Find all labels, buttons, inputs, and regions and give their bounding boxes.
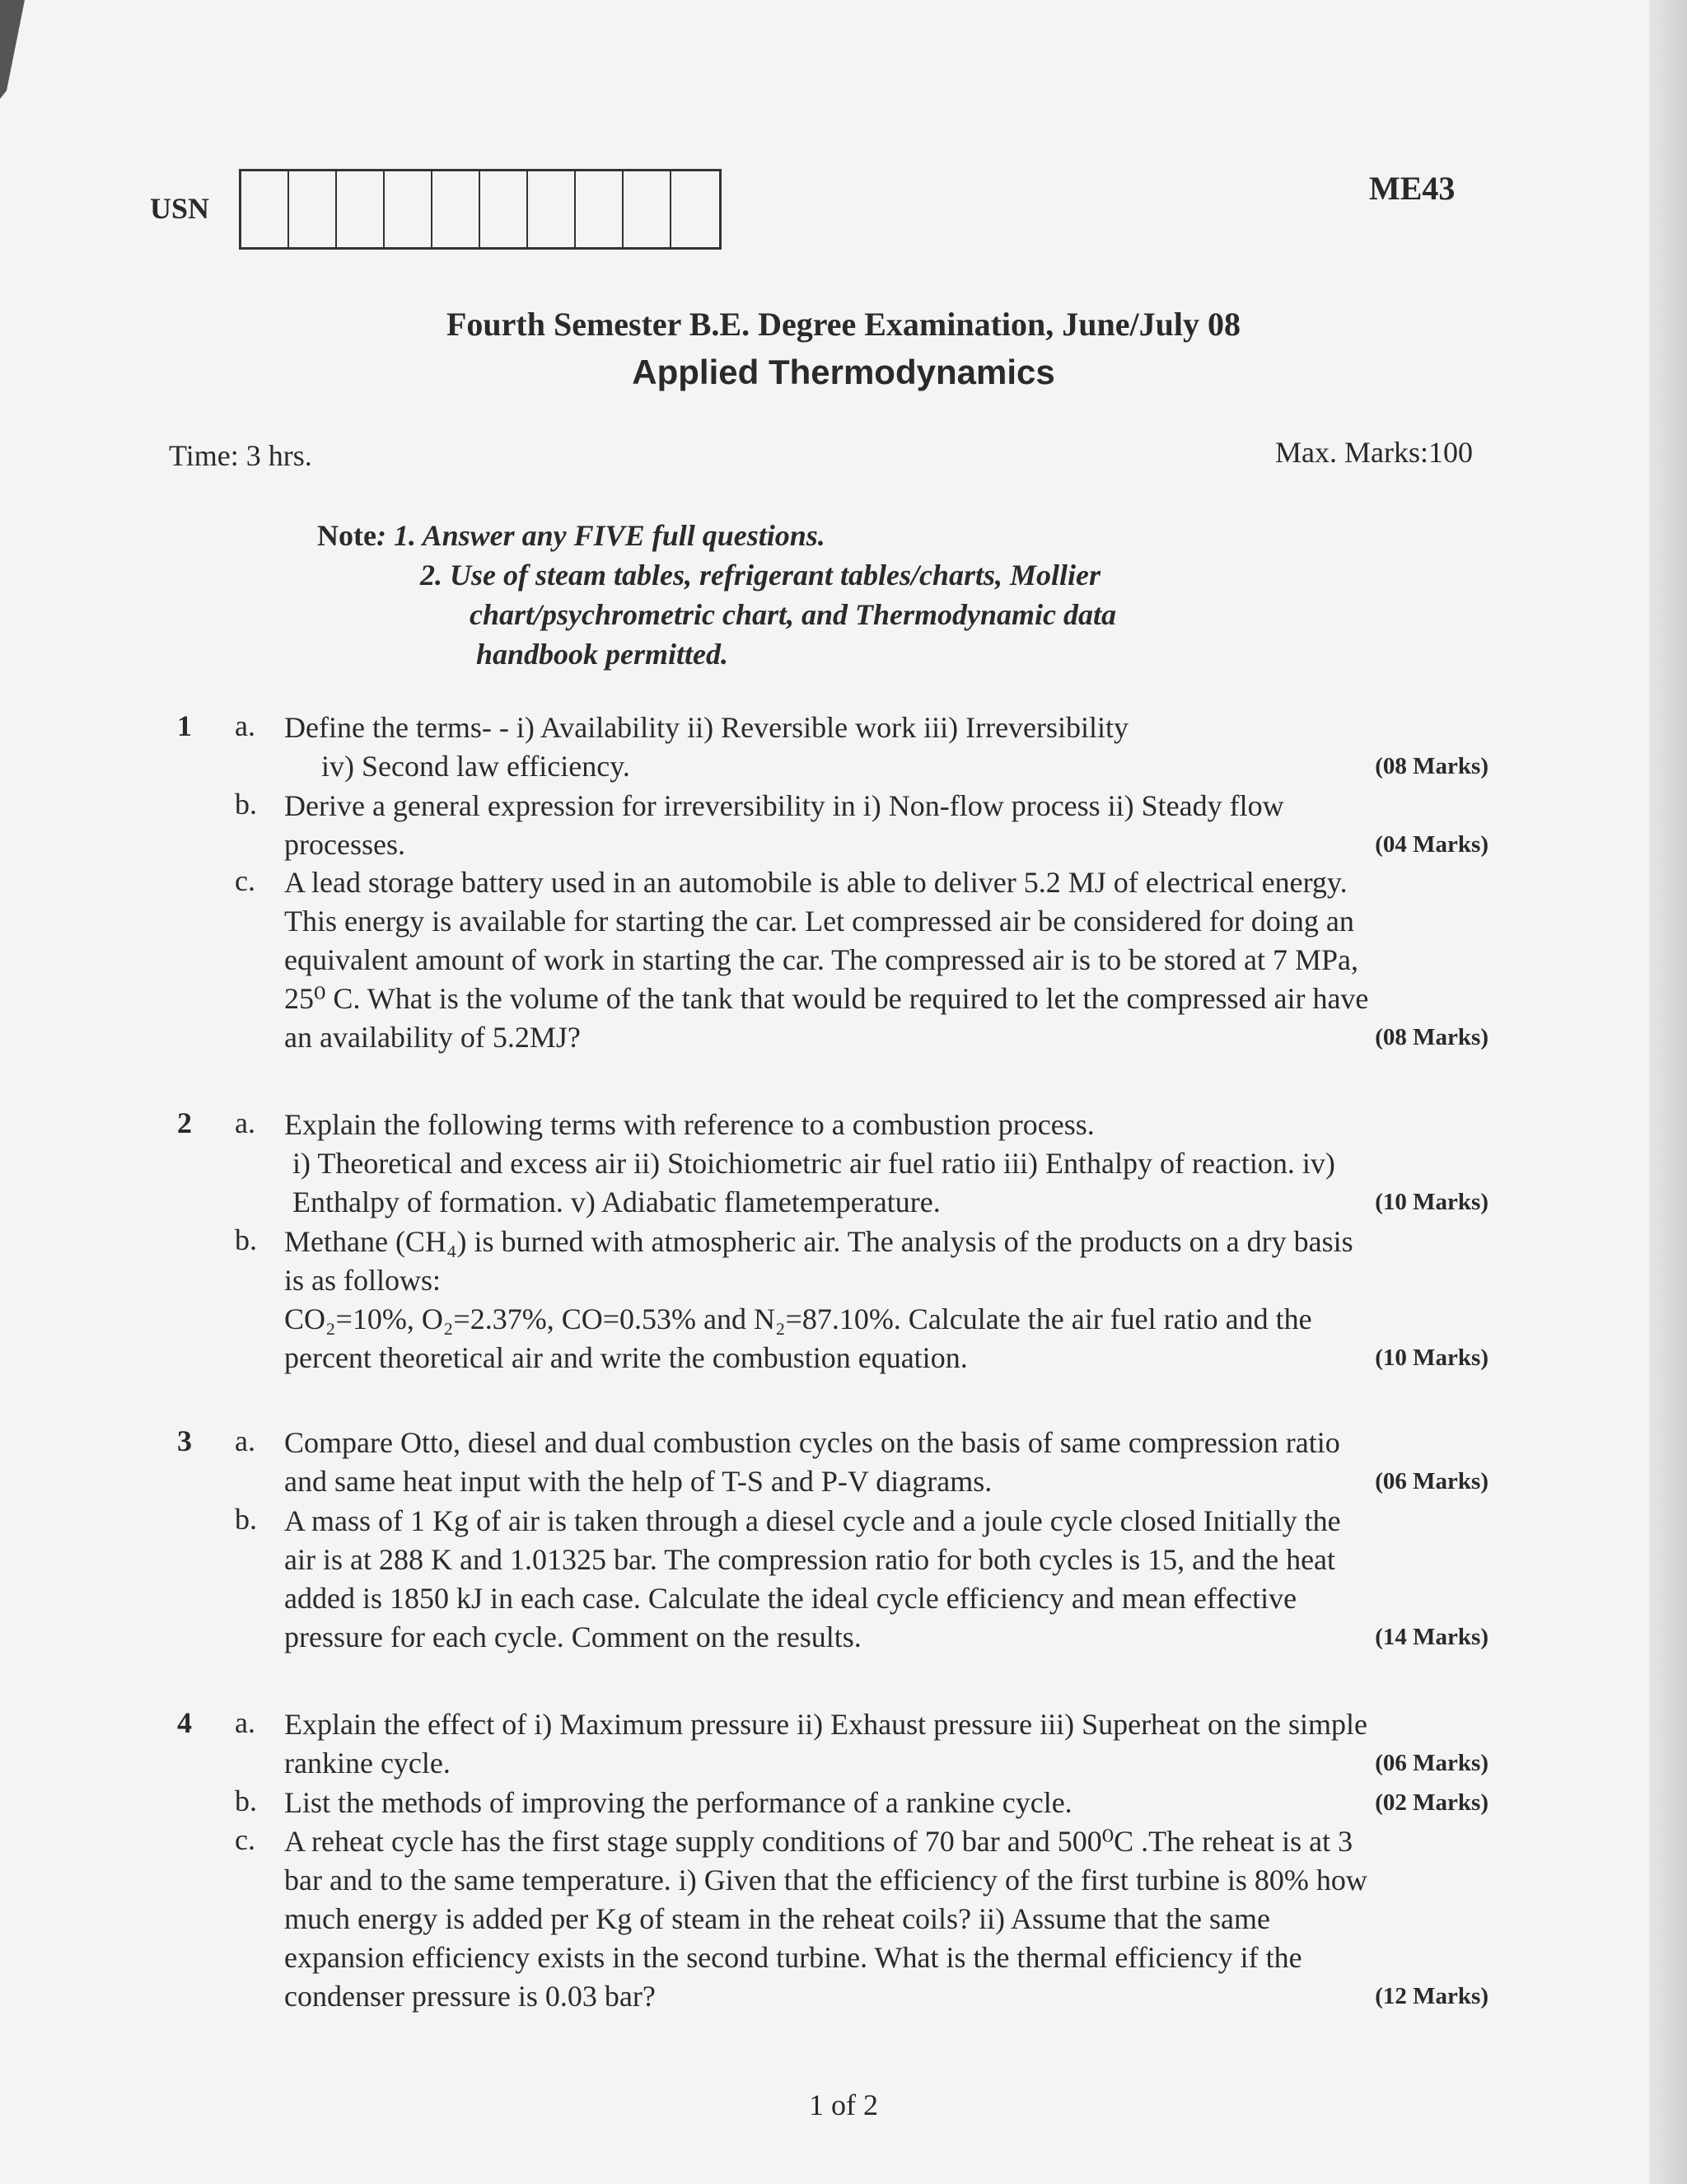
part-label: a. xyxy=(235,1424,255,1457)
text-line: an availability of 5.2MJ? xyxy=(284,1021,581,1054)
usn-box xyxy=(480,171,528,247)
text-line: expansion efficiency exists in the second turbine. What is the thermal efficiency if the xyxy=(284,1941,1302,1974)
usn-box xyxy=(576,171,624,247)
usn-box xyxy=(432,171,480,247)
note-line-1: : 1. Answer any FIVE full questions. xyxy=(376,519,825,552)
question-text xyxy=(284,1424,1488,1501)
text-line-end xyxy=(284,1618,1488,1657)
part-label: b. xyxy=(235,1784,257,1817)
text-line: CO₂=10%, O₂=2.37%, CO=0.53% and N₂=87.10%. Calculate the air fuel ratio and the xyxy=(284,1302,1312,1335)
marks: (08 Marks) xyxy=(1375,1024,1488,1050)
text-line: condenser pressure is 0.03 bar? xyxy=(284,1980,656,2013)
text-line: Explain the following terms with reference to a combustion process. xyxy=(284,1108,1095,1141)
question-number: 1 xyxy=(177,709,192,742)
usn-box xyxy=(671,171,719,247)
note-line-2: 2. Use of steam tables, refrigerant tables/charts, Mollier xyxy=(420,559,1101,592)
text-line: 25⁰ C. What is the volume of the tank that would be required to let the compressed air have xyxy=(284,982,1369,1015)
part-label: a. xyxy=(235,709,255,742)
usn-label: USN xyxy=(150,192,210,225)
question-text xyxy=(284,1822,1488,2016)
text-line: equivalent amount of work in starting the car. The compressed air is to be stored at 7 MPa, xyxy=(284,943,1359,976)
text-line: Enthalpy of formation. v) Adiabatic flametemperature. xyxy=(292,1186,941,1218)
text-line: air is at 288 K and 1.01325 bar. The compression ratio for both cycles is 15, and the heat xyxy=(284,1543,1336,1576)
usn-box xyxy=(385,171,432,247)
usn-box xyxy=(289,171,337,247)
question-text xyxy=(284,709,1488,786)
marks: (04 Marks) xyxy=(1375,831,1488,858)
usn-box xyxy=(528,171,576,247)
text-line: added is 1850 kJ in each case. Calculate the ideal cycle efficiency and mean effective xyxy=(284,1582,1297,1615)
text-line: pressure for each cycle. Comment on the results. xyxy=(284,1620,862,1653)
part-label: c. xyxy=(235,864,255,897)
text-line: bar and to the same temperature. i) Given that the efficiency of the first turbine is 80% how xyxy=(284,1864,1367,1896)
text-line: A reheat cycle has the first stage supply conditions of 70 bar and 500⁰C .The reheat is at 3 xyxy=(284,1825,1353,1858)
text-line-end xyxy=(284,1977,1488,2016)
part-label: c. xyxy=(235,1823,255,1856)
question-text xyxy=(284,1502,1488,1657)
question-text xyxy=(284,863,1488,1057)
text-line: This energy is available for starting the car. Let compressed air be considered for doing an xyxy=(284,905,1354,938)
part-label: b. xyxy=(235,788,257,821)
marks: (14 Marks) xyxy=(1375,1624,1488,1650)
note-block xyxy=(317,516,1116,674)
text-line: Define the terms- - i) Availability ii) Reversible work iii) Irreversibility xyxy=(284,711,1129,744)
marks: (10 Marks) xyxy=(1375,1189,1488,1215)
text-line: processes. xyxy=(284,828,405,861)
usn-box xyxy=(624,171,671,247)
usn-box xyxy=(337,171,385,247)
text-line-end xyxy=(284,1462,1488,1501)
marks: (12 Marks) xyxy=(1375,1983,1488,2009)
marks: (06 Marks) xyxy=(1375,1468,1488,1494)
question-number: 2 xyxy=(177,1106,192,1139)
note-line-3: chart/psychrometric chart, and Thermodynamic data xyxy=(470,598,1117,631)
marks: (06 Marks) xyxy=(1375,1750,1488,1776)
marks: (02 Marks) xyxy=(1375,1789,1488,1816)
subject-title: Applied Thermodynamics xyxy=(632,353,1055,391)
page-corner-fold xyxy=(0,0,33,99)
text-line: List the methods of improving the performance of a rankine cycle. xyxy=(284,1786,1072,1819)
max-marks: Max. Marks:100 xyxy=(1275,436,1473,469)
subject-code: ME43 xyxy=(1369,170,1456,207)
text-line: Explain the effect of i) Maximum pressure ii) Exhaust pressure iii) Superheat on the simple xyxy=(284,1708,1367,1741)
page-number: 1 of 2 xyxy=(809,2088,878,2121)
question-number: 4 xyxy=(177,1706,192,1739)
text-line-end xyxy=(284,1339,1488,1377)
question-text xyxy=(284,1784,1488,1822)
text-line: percent theoretical air and write the combustion equation. xyxy=(284,1341,968,1374)
marks: (08 Marks) xyxy=(1375,753,1488,779)
text-line-end xyxy=(284,1183,1488,1222)
text-line: and same heat input with the help of T-S and P-V diagrams. xyxy=(284,1465,993,1498)
usn-box xyxy=(241,171,289,247)
exam-title: Fourth Semester B.E. Degree Examination, June/July 08 xyxy=(446,306,1241,343)
text-line: rankine cycle. xyxy=(284,1747,451,1779)
note-line-4: handbook permitted. xyxy=(476,638,729,671)
question-text xyxy=(284,1705,1488,1783)
text-line-end xyxy=(284,825,1488,864)
note-label: Note xyxy=(317,519,376,552)
text-line-end xyxy=(284,1744,1488,1783)
text-line: Compare Otto, diesel and dual combustion cycles on the basis of same compression ratio xyxy=(284,1426,1340,1459)
marks: (10 Marks) xyxy=(1375,1345,1488,1371)
part-label: a. xyxy=(235,1706,255,1739)
text-line-end xyxy=(284,747,1488,786)
part-label: b. xyxy=(235,1223,257,1256)
question-text xyxy=(284,1223,1488,1377)
text-line-end xyxy=(284,1784,1488,1822)
text-line: i) Theoretical and excess air ii) Stoichiometric air fuel ratio iii) Enthalpy of reaction. iv) xyxy=(292,1147,1335,1180)
text-line-end xyxy=(284,1018,1488,1057)
text-line: is as follows: xyxy=(284,1264,442,1297)
question-text xyxy=(284,1106,1488,1222)
text-line: much energy is added per Kg of steam in the reheat coils? ii) Assume that the same xyxy=(284,1902,1270,1935)
text-line: A mass of 1 Kg of air is taken through a diesel cycle and a joule cycle closed Initially the xyxy=(284,1504,1341,1537)
text-line: Methane (CH₄) is burned with atmospheric air. The analysis of the products on a dry basis xyxy=(284,1225,1353,1258)
part-label: b. xyxy=(235,1503,257,1536)
time-allowed: Time: 3 hrs. xyxy=(169,439,312,472)
text-line: A lead storage battery used in an automobile is able to deliver 5.2 MJ of electrical energy. xyxy=(284,866,1348,899)
question-number: 3 xyxy=(177,1424,192,1457)
usn-boxes xyxy=(239,169,722,250)
part-label: a. xyxy=(235,1106,255,1139)
text-line: Derive a general expression for irreversibility in i) Non-flow process ii) Steady flow xyxy=(284,789,1284,822)
text-line: iv) Second law efficiency. xyxy=(321,750,630,783)
question-text xyxy=(284,787,1488,864)
